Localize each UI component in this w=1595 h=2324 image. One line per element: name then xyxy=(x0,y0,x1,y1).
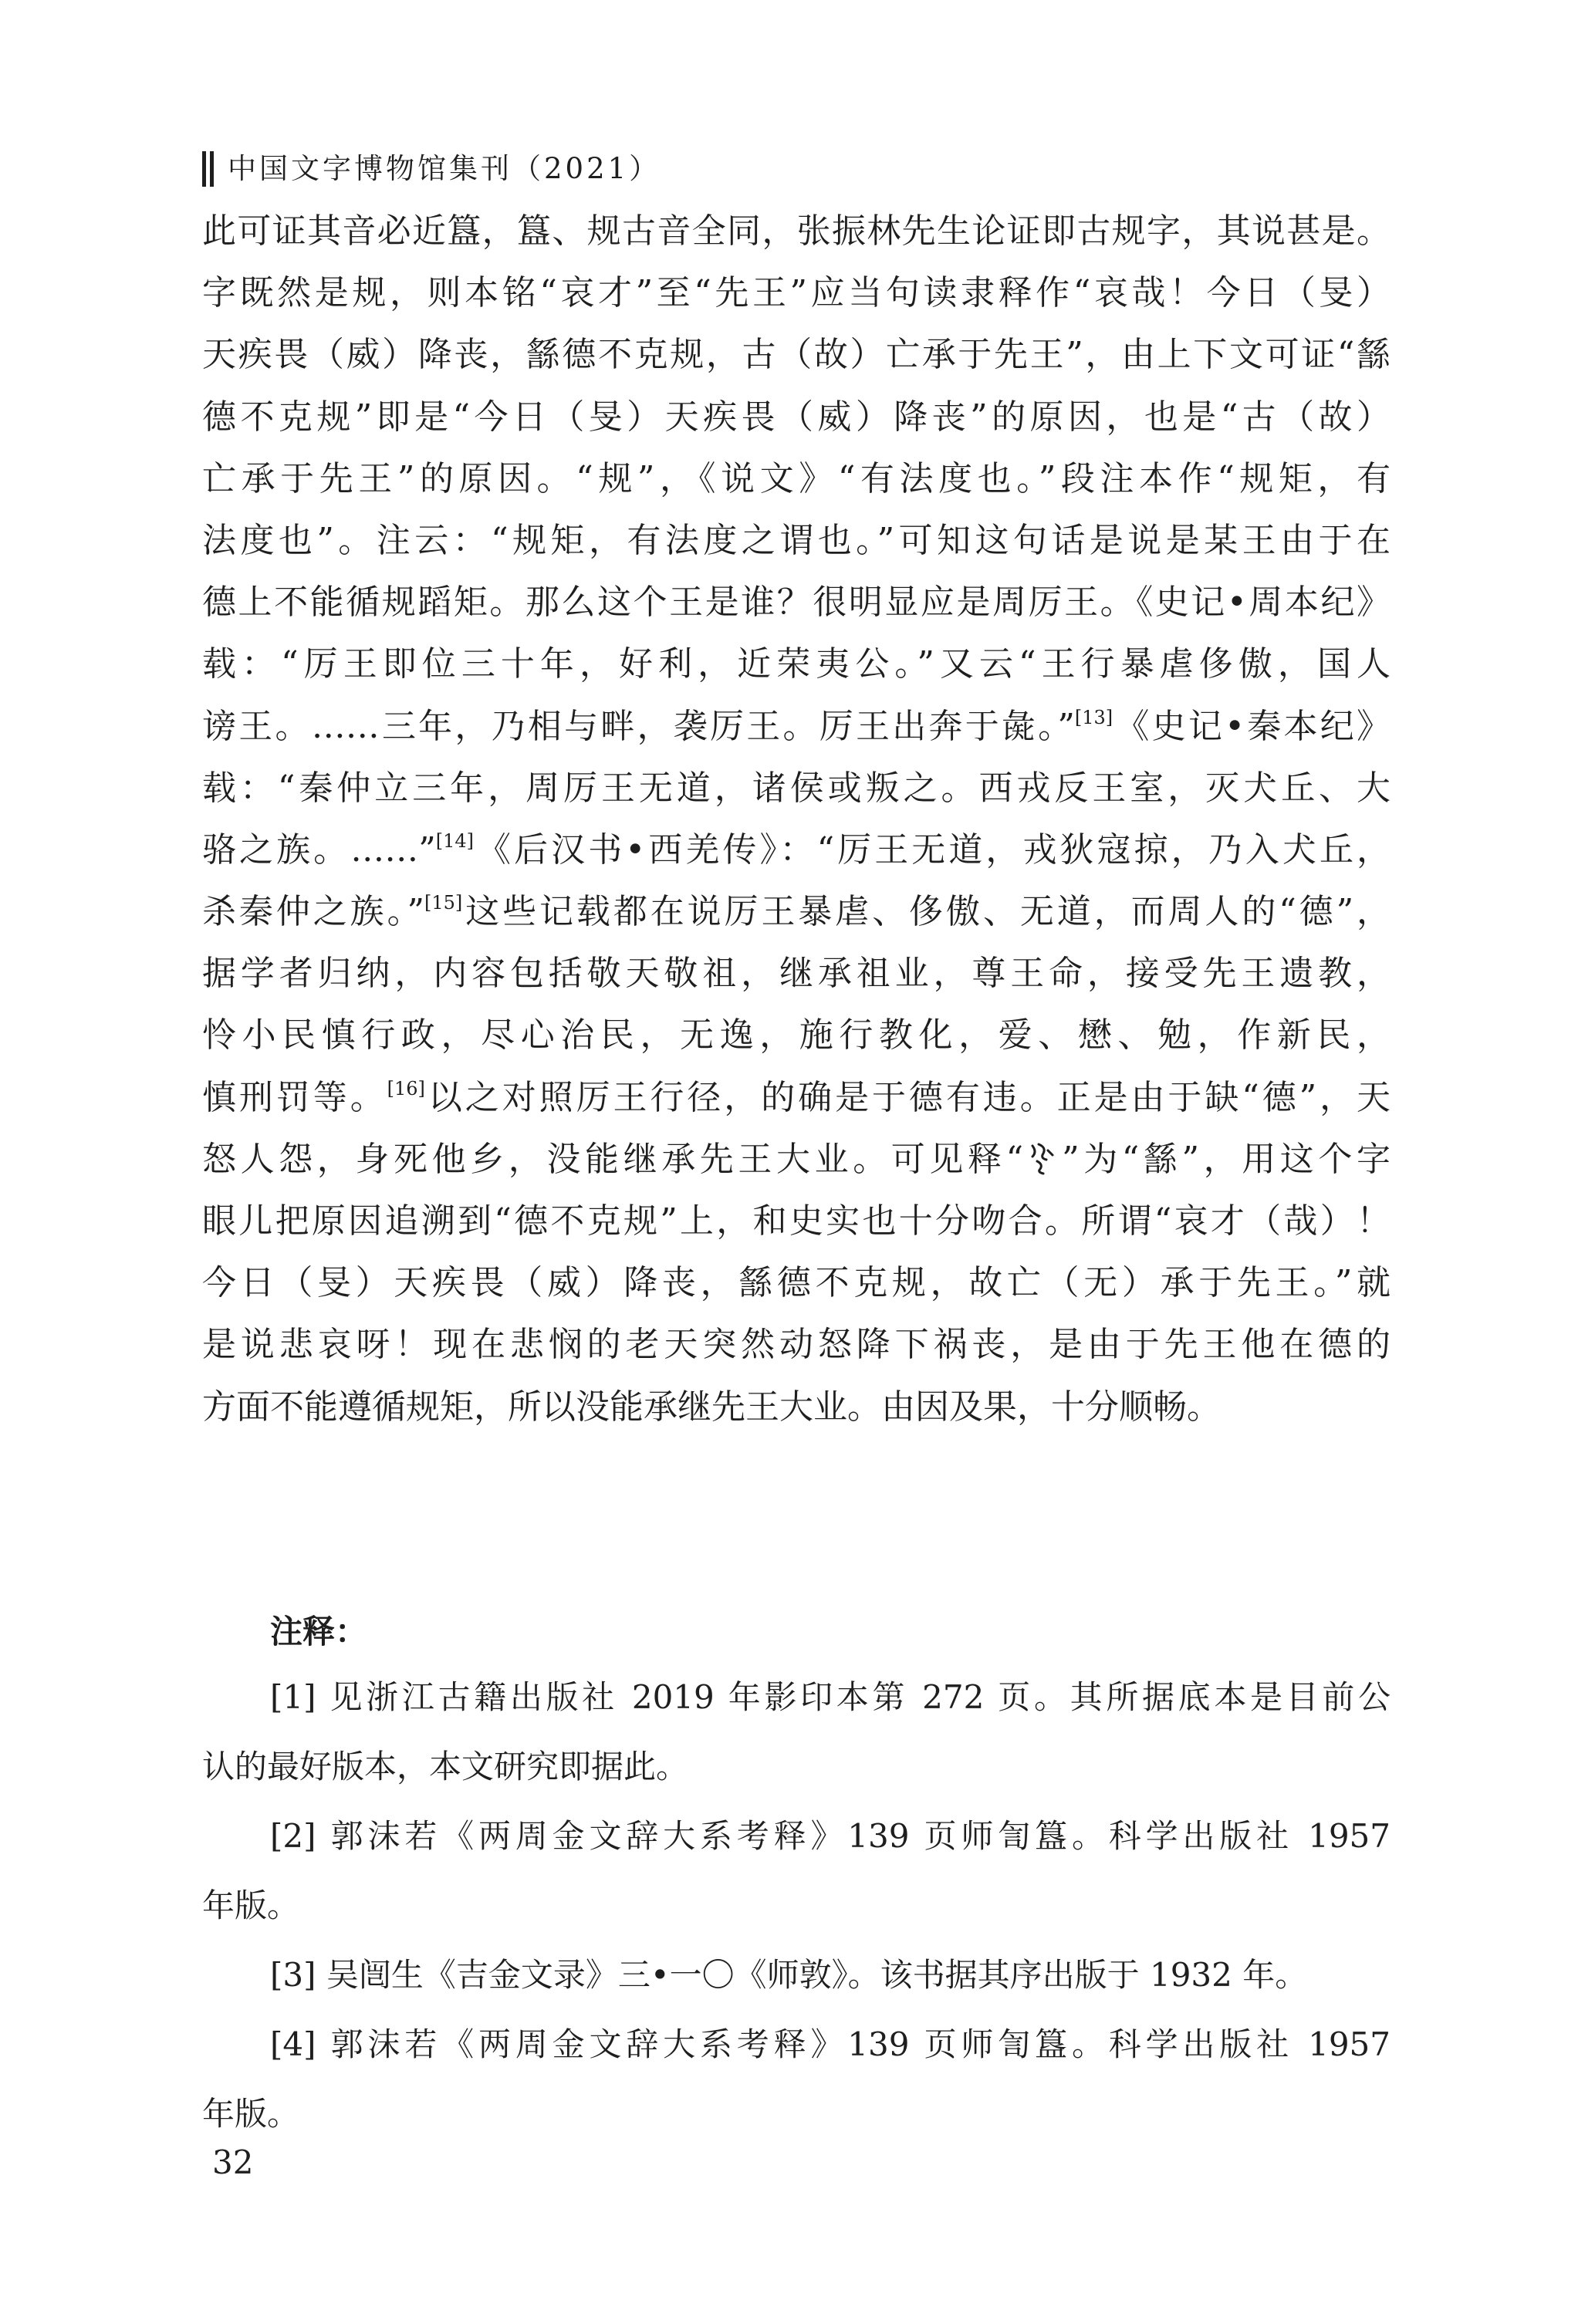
text-line xyxy=(202,696,1391,758)
text-line xyxy=(202,819,1391,881)
text-line: 德不克规”即是“今日（旻）天疾畏（威）降丧”的原因，也是“古（故） xyxy=(202,397,1391,437)
notes-section xyxy=(202,1601,1391,2149)
note-line: 年版。 xyxy=(202,2095,300,2133)
text-segment: 《后汉书•西羌传》：“厉王无道，戎狄寇掠，乃入犬丘， xyxy=(474,829,1391,870)
text-line: 载：“厉王即位三十年，好利，近荣夷公。”又云“王行暴虐侈傲，国人 xyxy=(202,644,1391,684)
text-line: 方面不能遵循规矩，所以没能承继先王大业。由因及果，十分顺畅。 xyxy=(202,1387,1221,1427)
text-line xyxy=(202,881,1391,943)
note-line: [1] 见浙江古籍出版社 2019 年影印本第 272 页。其所据底本是目前公 xyxy=(270,1678,1391,1716)
journal-title: 中国文字博物馆集刊（2021） xyxy=(228,152,661,185)
text-line: 眼儿把原因追溯到“德不克规”上，和史实也十分吻合。所谓“哀才（哉）！ xyxy=(202,1201,1391,1241)
text-line: 德上不能循规蹈矩。那么这个王是谁？很明显应是周厉王。《史记•周本纪》 xyxy=(202,583,1391,623)
page-number: 32 xyxy=(212,2143,254,2181)
text-segment: 以之对照厉王行径，的确是于德有违。正是由于缺“德”，天 xyxy=(424,1077,1391,1117)
footnote-ref-14: [14] xyxy=(435,829,474,852)
text-line: 今日（旻）天疾畏（威）降丧，䌛德不克规，故亡（无）承于先王。”就 xyxy=(202,1263,1391,1303)
footnote-ref-13: [13] xyxy=(1074,706,1113,728)
header-bar-marks xyxy=(202,151,214,187)
ancient-character-glyph-icon xyxy=(1023,1141,1062,1175)
text-line: 怜小民慎行政，尽心治民，无逸，施行教化，爱、懋、勉，作新民， xyxy=(202,1015,1391,1056)
text-segment: ”为“䌛”，用这个字 xyxy=(1062,1139,1391,1179)
footnote-ref-16: [16] xyxy=(387,1077,425,1100)
text-line xyxy=(202,1067,1391,1129)
text-line: 亡承于先王”的原因。“规”，《说文》“有法度也。”段注本作“规矩，有 xyxy=(202,458,1391,498)
note-line: [2] 郭沫若《两周金文辞大系考释》139 页师訇簋。科学出版社 1957 xyxy=(270,1817,1391,1855)
main-text xyxy=(202,201,1391,1438)
text-line: 据学者归纳，内容包括敬天敬祖，继承祖业，尊王命，接受先王遗教， xyxy=(202,954,1391,994)
running-header xyxy=(202,151,661,187)
text-segment: 杀秦仲之族。” xyxy=(202,892,424,932)
footnote-ref-15: [15] xyxy=(424,892,463,914)
text-line: 天疾畏（威）降丧，䌛德不克规，古（故）亡承于先王”，由上下文可证“䌛 xyxy=(202,335,1391,375)
note-line: 年版。 xyxy=(202,1887,300,1924)
text-segment: 慎刑罚等。 xyxy=(202,1077,387,1117)
text-line: 字既然是规，则本铭“哀才”至“先王”应当句读隶释作“哀哉！今日（旻） xyxy=(202,273,1391,313)
text-line: 此可证其音必近簋，簋、规古音全同，张振林先生论证即古规字，其说甚是。 xyxy=(202,211,1391,251)
text-line xyxy=(202,1129,1391,1191)
text-line: 法度也”。注云：“规矩，有法度之谓也。”可知这句话是说是某王由于在 xyxy=(202,520,1391,560)
note-line: 认的最好版本，本文研究即据此。 xyxy=(202,1748,689,1785)
text-line: 载：“秦仲立三年，周厉王无道，诸侯或叛之。西戎反王室，灭犬丘、大 xyxy=(202,768,1391,808)
text-segment: 骆之族。……” xyxy=(202,829,436,870)
text-segment: 怒人怨，身死他乡，没能继承先王大业。可见释“ xyxy=(202,1139,1024,1179)
note-line: [4] 郭沫若《两周金文辞大系考释》139 页师訇簋。科学出版社 1957 xyxy=(270,2025,1391,2063)
text-segment: 这些记载都在说厉王暴虐、侈傲、无道，而周人的“德”， xyxy=(462,892,1391,932)
text-segment: 谤王。……三年，乃相与畔，袭厉王。厉王出奔于彘。” xyxy=(202,706,1075,746)
note-line: [3] 吴闿生《吉金文录》三•一〇《师敦》。该书据其序出版于 1932 年。 xyxy=(270,1956,1308,1994)
notes-title: 注释： xyxy=(270,1613,368,1650)
text-line: 是说悲哀呀！现在悲悯的老天突然动怒降下祸丧，是由于先王他在德的 xyxy=(202,1325,1391,1365)
text-segment: 《史记•秦本纪》 xyxy=(1113,706,1391,746)
